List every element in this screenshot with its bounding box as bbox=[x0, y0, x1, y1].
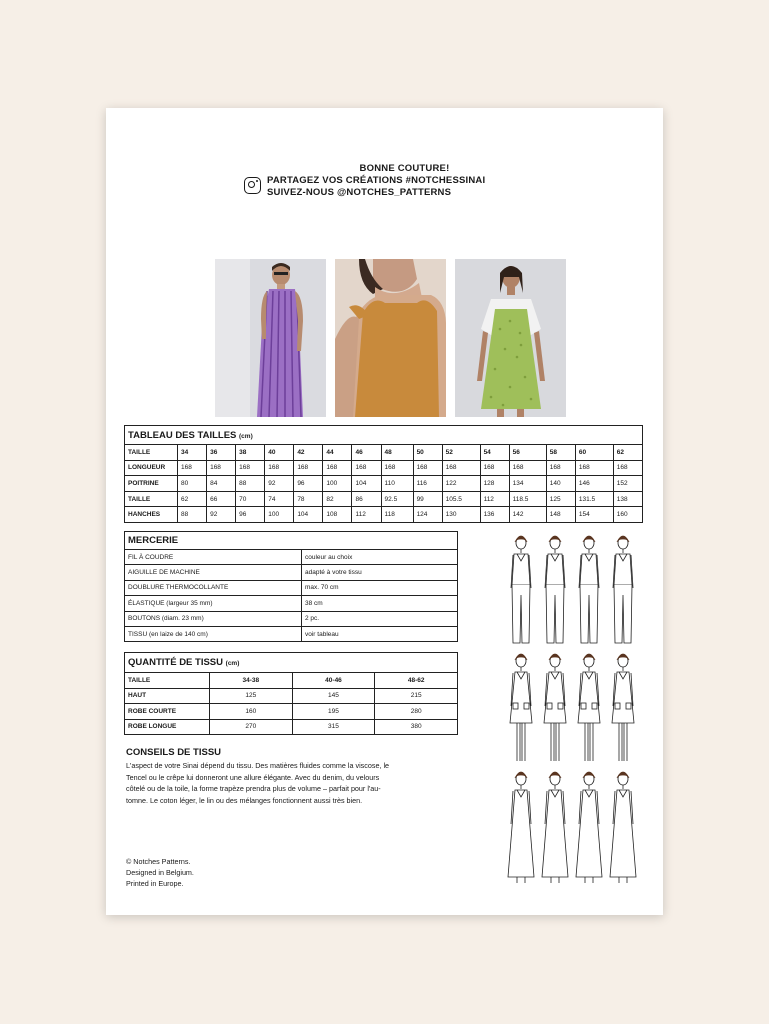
mercerie-value: 2 pc. bbox=[302, 611, 458, 626]
mercerie-value: voir tableau bbox=[302, 626, 458, 641]
size-table-cell: 104 bbox=[294, 507, 323, 523]
size-table-cell: 118 bbox=[381, 507, 413, 523]
mercerie-title-row bbox=[125, 532, 458, 550]
size-table-cell: 148 bbox=[546, 507, 575, 523]
quantity-header: TAILLE bbox=[125, 673, 210, 689]
size-table-cell: 100 bbox=[265, 507, 294, 523]
size-table-cell: 74 bbox=[265, 491, 294, 507]
garment-figure bbox=[610, 772, 636, 883]
size-table-cell: 130 bbox=[442, 507, 480, 523]
fabric-advice bbox=[126, 747, 451, 807]
size-table-cell: 134 bbox=[509, 476, 546, 492]
size-table-cell: 48 bbox=[381, 445, 413, 461]
fabric-advice-line: Tencel ou le crêpe lui donneront une allure élégante. Avec du denim, du velours bbox=[126, 772, 380, 782]
quantity-header-row bbox=[125, 673, 458, 689]
mercerie-value: adapté à votre tissu bbox=[302, 565, 458, 580]
size-table-cell: 66 bbox=[207, 491, 236, 507]
mercerie-item-name: FIL À COUDRE bbox=[128, 553, 174, 561]
size-table-cell: 96 bbox=[294, 476, 323, 492]
size-table-row bbox=[125, 460, 643, 476]
size-table-cell: 105.5 bbox=[442, 491, 480, 507]
size-table-cell: 92 bbox=[207, 507, 236, 523]
quantity-cell: 125 bbox=[210, 688, 293, 704]
fabric-advice-line: côtelé ou de la toile, la forme trapèze prendra plus de volume – parfait pour l'au- bbox=[126, 784, 381, 794]
size-table-title-row bbox=[125, 426, 643, 445]
size-table-row bbox=[125, 507, 643, 523]
technical-drawings bbox=[504, 533, 644, 893]
size-table-cell: 122 bbox=[442, 476, 480, 492]
mercerie-item bbox=[125, 611, 302, 626]
quantity-row bbox=[125, 719, 458, 735]
size-table-cell: 124 bbox=[413, 507, 442, 523]
header-social bbox=[244, 175, 485, 199]
size-table-cell: 42 bbox=[294, 445, 323, 461]
garment-figure bbox=[545, 536, 565, 643]
quantity-cell: 160 bbox=[210, 704, 293, 720]
size-table-cell: 112 bbox=[480, 491, 509, 507]
mercerie-item bbox=[125, 580, 302, 595]
printed-in: Printed in Europe. bbox=[126, 879, 184, 889]
size-table-cell: 168 bbox=[323, 460, 352, 476]
mercerie-value: max. 70 cm bbox=[302, 580, 458, 595]
fabric-advice-line: tomne. Le coton léger, le lin ou des mélanges fonctionnent aussi très bien. bbox=[126, 796, 363, 806]
size-table-cell: 86 bbox=[352, 491, 381, 507]
size-table-cell: 168 bbox=[575, 460, 613, 476]
size-table-cell: 140 bbox=[546, 476, 575, 492]
quantity-cell: 145 bbox=[292, 688, 375, 704]
size-table-cell: 62 bbox=[178, 491, 207, 507]
quantity-row-label: ROBE COURTE bbox=[125, 704, 210, 720]
size-table-row-label: LONGUEUR bbox=[125, 460, 178, 476]
instagram-icon bbox=[244, 177, 261, 194]
pattern-sheet bbox=[106, 108, 663, 915]
fabric-advice-title: CONSEILS DE TISSU bbox=[126, 747, 222, 758]
size-table-cell: 168 bbox=[178, 460, 207, 476]
quantity-row bbox=[125, 704, 458, 720]
size-table-cell: 168 bbox=[413, 460, 442, 476]
size-table-title bbox=[125, 426, 643, 445]
size-table-cell: 36 bbox=[207, 445, 236, 461]
size-table-cell: 78 bbox=[294, 491, 323, 507]
size-table-cell: 112 bbox=[352, 507, 381, 523]
size-table-row bbox=[125, 476, 643, 492]
size-table-unit: (cm) bbox=[239, 432, 253, 440]
mercerie-item-note: (diam. 23 mm) bbox=[161, 615, 204, 623]
size-table-cell: 62 bbox=[613, 445, 642, 461]
size-table-cell: 46 bbox=[352, 445, 381, 461]
quantity-unit: (cm) bbox=[225, 660, 240, 667]
mercerie-item bbox=[125, 550, 302, 565]
copyright: © Notches Patterns. bbox=[126, 857, 191, 866]
quantity-cell: 380 bbox=[375, 719, 458, 735]
size-table-cell: 108 bbox=[323, 507, 352, 523]
footer bbox=[126, 856, 194, 890]
size-table-cell: 80 bbox=[178, 476, 207, 492]
garment-figure bbox=[612, 654, 634, 761]
size-table-cell: 116 bbox=[413, 476, 442, 492]
garment-figure bbox=[576, 772, 602, 883]
size-table-cell: 50 bbox=[413, 445, 442, 461]
size-table-cell: 168 bbox=[381, 460, 413, 476]
size-table-cell: 38 bbox=[236, 445, 265, 461]
quantity-title bbox=[125, 653, 458, 673]
size-table-cell: 168 bbox=[236, 460, 265, 476]
size-table-row-label: HANCHES bbox=[125, 507, 178, 523]
size-table-cell: 168 bbox=[442, 460, 480, 476]
size-table-cell: 96 bbox=[236, 507, 265, 523]
mercerie-table bbox=[124, 531, 458, 642]
size-table-cell: 92.5 bbox=[381, 491, 413, 507]
mercerie-item bbox=[125, 596, 302, 611]
mercerie-item-note: (en laize de 140 cm) bbox=[148, 630, 208, 638]
mercerie-item-name: ÉLASTIQUE bbox=[128, 599, 165, 607]
size-table-cell: 92 bbox=[265, 476, 294, 492]
size-table-row-label: TAILLE bbox=[125, 445, 178, 461]
size-table-cell: 168 bbox=[294, 460, 323, 476]
mercerie-item-name: TISSU bbox=[128, 630, 148, 638]
designed-in: Designed in Belgium. bbox=[126, 868, 194, 878]
size-table-title-text: TABLEAU DES TAILLES bbox=[128, 429, 237, 441]
quantity-row bbox=[125, 688, 458, 704]
size-table-cell: 44 bbox=[323, 445, 352, 461]
size-table-cell: 118.5 bbox=[509, 491, 546, 507]
mercerie-row bbox=[125, 580, 458, 595]
size-table-cell: 34 bbox=[178, 445, 207, 461]
mercerie-value: couleur au choix bbox=[302, 550, 458, 565]
quantity-header: 48-62 bbox=[375, 673, 458, 689]
garment-figure bbox=[508, 772, 534, 883]
size-table-cell: 58 bbox=[546, 445, 575, 461]
quantity-title-row bbox=[125, 653, 458, 673]
garment-figure bbox=[613, 536, 633, 643]
size-table-row bbox=[125, 445, 643, 461]
size-table-cell: 56 bbox=[509, 445, 546, 461]
garment-figure bbox=[511, 536, 531, 643]
size-table-cell: 142 bbox=[509, 507, 546, 523]
garment-figure bbox=[510, 654, 532, 761]
size-table-cell: 138 bbox=[613, 491, 642, 507]
mercerie-row bbox=[125, 626, 458, 641]
quantity-cell: 195 bbox=[292, 704, 375, 720]
mercerie-row bbox=[125, 550, 458, 565]
garment-figure bbox=[542, 772, 568, 883]
size-table-cell: 131.5 bbox=[575, 491, 613, 507]
size-table-cell: 82 bbox=[323, 491, 352, 507]
quantity-title-text: QUANTITÉ DE TISSU bbox=[128, 657, 224, 668]
photo-short-dress bbox=[455, 259, 566, 417]
size-table-cell: 104 bbox=[352, 476, 381, 492]
size-table-row bbox=[125, 491, 643, 507]
mercerie-row bbox=[125, 565, 458, 580]
quantity-header: 34-38 bbox=[210, 673, 293, 689]
garment-figure bbox=[578, 654, 600, 761]
quantity-cell: 270 bbox=[210, 719, 293, 735]
mercerie-item-name: BOUTONS bbox=[128, 615, 161, 623]
size-table-cell: 70 bbox=[236, 491, 265, 507]
quantity-cell: 215 bbox=[375, 688, 458, 704]
size-table-cell: 40 bbox=[265, 445, 294, 461]
size-table-cell: 168 bbox=[546, 460, 575, 476]
size-table-cell: 168 bbox=[509, 460, 546, 476]
photo-long-dress bbox=[215, 259, 326, 417]
quantity-header: 40-46 bbox=[292, 673, 375, 689]
size-table-cell: 60 bbox=[575, 445, 613, 461]
header-share-line: PARTAGEZ VOS CRÉATIONS #NOTCHESSINAI bbox=[267, 175, 486, 186]
size-table-row-label: TAILLE bbox=[125, 491, 178, 507]
size-table-cell: 128 bbox=[480, 476, 509, 492]
size-table-cell: 136 bbox=[480, 507, 509, 523]
size-table-cell: 54 bbox=[480, 445, 509, 461]
mercerie-title: MERCERIE bbox=[125, 532, 458, 550]
size-table-cell: 100 bbox=[323, 476, 352, 492]
quantity-row-label: HAUT bbox=[125, 688, 210, 704]
header-follow-line: SUIVEZ-NOUS @NOTCHES_PATTERNS bbox=[267, 187, 452, 198]
fabric-advice-text bbox=[126, 760, 451, 807]
mercerie-item bbox=[125, 565, 302, 580]
quantity-row-label: ROBE LONGUE bbox=[125, 719, 210, 735]
size-table-cell: 88 bbox=[236, 476, 265, 492]
mercerie-item-name: DOUBLURE THERMOCOLLANTE bbox=[128, 584, 229, 592]
garment-figure bbox=[544, 654, 566, 761]
size-table-cell: 146 bbox=[575, 476, 613, 492]
size-table-cell: 168 bbox=[265, 460, 294, 476]
mercerie-item-note: (largeur 35 mm) bbox=[166, 599, 213, 607]
fabric-quantity-table bbox=[124, 652, 458, 735]
size-table-cell: 160 bbox=[613, 507, 642, 523]
size-table bbox=[124, 425, 643, 523]
mercerie-item bbox=[125, 626, 302, 641]
mercerie-item-name: AIGUILLE DE MACHINE bbox=[128, 569, 200, 577]
size-table-cell: 168 bbox=[480, 460, 509, 476]
size-table-cell: 99 bbox=[413, 491, 442, 507]
mercerie-row bbox=[125, 596, 458, 611]
size-table-cell: 125 bbox=[546, 491, 575, 507]
header bbox=[106, 163, 663, 198]
size-table-cell: 154 bbox=[575, 507, 613, 523]
photo-top-detail bbox=[335, 259, 446, 417]
size-table-cell: 88 bbox=[178, 507, 207, 523]
mercerie-row bbox=[125, 611, 458, 626]
size-table-cell: 52 bbox=[442, 445, 480, 461]
fabric-advice-line: L'aspect de votre Sinai dépend du tissu. Des matières fluides comme la viscose, le bbox=[126, 761, 390, 770]
garment-figure bbox=[579, 536, 599, 643]
mercerie-value: 38 cm bbox=[302, 596, 458, 611]
size-table-cell: 168 bbox=[613, 460, 642, 476]
size-table-cell: 168 bbox=[352, 460, 381, 476]
size-table-cell: 110 bbox=[381, 476, 413, 492]
header-greeting: BONNE COUTURE! bbox=[359, 163, 450, 174]
quantity-cell: 280 bbox=[375, 704, 458, 720]
size-table-row-label: POITRINE bbox=[125, 476, 178, 492]
quantity-cell: 315 bbox=[292, 719, 375, 735]
size-table-cell: 84 bbox=[207, 476, 236, 492]
photo-row bbox=[215, 259, 566, 417]
size-table-cell: 152 bbox=[613, 476, 642, 492]
size-table-cell: 168 bbox=[207, 460, 236, 476]
